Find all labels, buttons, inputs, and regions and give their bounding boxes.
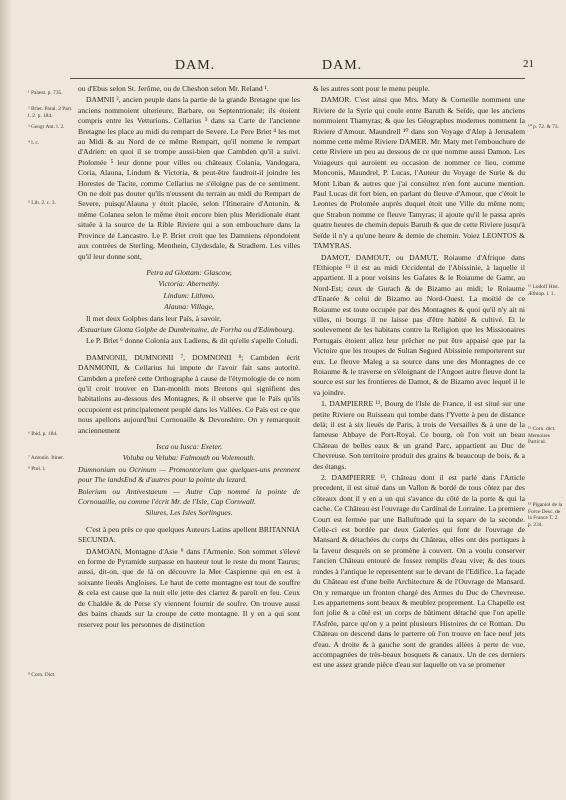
running-head-right: DAM. xyxy=(322,58,363,73)
paragraph: ou d'Ebus selon St. Jerôme, ou de Cheshon selon Mr. Reland ¹. xyxy=(78,84,269,93)
margin-note: ¹² Corn. dict. Memoires Particul. xyxy=(528,426,556,446)
place-list-item: Lindum: Lithmo. xyxy=(163,290,215,300)
cape-list-item: Dumnonium ou Ocrinum — Promontorium que quelques-uns prennent pour The landsEnd & d'autres pour la pointe du lezard. xyxy=(78,464,300,485)
header-rule xyxy=(70,78,525,79)
place-list-item: Victoria: Abernethy. xyxy=(158,279,220,289)
margin-note: ⁷ Antonin. Itiner. xyxy=(28,455,65,461)
margin-note: ⁴ l. c. xyxy=(28,140,40,146)
margin-note: ³ Geogr Ant. l. 2. xyxy=(28,124,65,130)
page-number: 21 xyxy=(523,58,534,70)
page-fold-shadow xyxy=(0,0,12,800)
place-list-item: Alauna: Village, xyxy=(164,302,214,312)
paragraph: C'est à peu près ce que quelques Auteurs Latins apellent BRITANNIA SECUNDA. xyxy=(78,524,300,545)
margin-note: ⁵ Lib. 2. c. 3. xyxy=(28,200,56,206)
margin-note: ¹ Palæst. p. 735. xyxy=(28,90,63,96)
entry-damor: DAMOR. C'est ainsi que Mrs. Maty & Corneille nomment une Riviere de la Syrie qui coule entre Baruth & Seïde, que les anciens nommoient Thamyras; & que les Géographes modernes nomment la Riviere d'Amour. Maundrell ¹⁰ dans son Voyage d'Alep à Jerusalem nomme cette même Riviere DAMER. Mr. Maty met l'embouchure de cette Riviere un peu au dessous de ce que nomme aussi Damon. Les Voiageurs qui auroient eu occasion de nommer ce lieu, comme Monconis, Maundrel, P. Lucas, l'Auteur du Voyage de Surie & du Mont Liban & autres que j'ai consultez n'en font aucune mention. Paul Lucas dit fort bien, en parlant du fleuve d'Amour, que c'étoit le Leontes de Ptolomée auprès duquel étoit une Ville du même nom; que Strabon nomme ce fleuve Tamyras; il ajoute qu'il le passa après quatre heures de chemin depuis Baruth & que de cette Riviere jusqu'à Seïde il n'y a qu'une heure & demie de chemin. Voiez LEONTOS & TAMYRAS. xyxy=(313,95,525,251)
place-list-item: Silures, Les Isles Sorlingues. xyxy=(145,508,233,518)
right-text-column xyxy=(313,84,525,672)
margin-note: ¹⁰ p. 72. & 73. xyxy=(528,124,559,130)
place-list-item: Voluba ou Veluba: Falmouth ou Volemouth. xyxy=(122,453,256,463)
paragraph: & les autres sont pour le menu peuple. xyxy=(313,84,430,93)
gulf-list: Æstuarium Glotta Golphe de Dumbritaine, de Forrha ou d'Edimbourg. xyxy=(78,324,295,334)
margin-note: ⁸ Ptol. l. xyxy=(28,466,46,472)
entry-dampierre-2: 2. DAMPIERRE ¹³, Château dont il est parlé dans l'Article precedent, il est situé dans un Vallon & bordé de tous côtez par des côteaux dont il y en a un qui s'avance du côté de la porte & qui la cache. Ce Château est l'ouvrage du Cardinal de Lorraine. La premiere Court est fermée par une Balluftrade qui la separe de la seconde. Celle-ci est bordée par deux Galeries qui font de l'ouvrage de Mansard & détachées du corps du Château, elles ont des portiques à la faveur desquels on se promène à couvert. On a voulu conserver l'ancien Château entouré de fossez remplis d'eau vive; & des tours rondes à l'antique le representent sur le devant de l'Edifice. La façade du Château est d'une belle Architecture & de l'Ouvrage de Mansard. On y remarque un fronton chargé des Armes du Duc de Chevreuse. Les appartemens sont beaux & meublez proprement. La Chapelle est fort jolie & a côté est un corps de bâtiment détaché que l'on apelle l'Asfrée, parce qu'on y a peint plusieurs Histoires de ce Roman. Du Château on descend dans le parterre où l'on trouve en face neuf jets d'eau. A droite & à gauche sont de grandes allées à perte de vue, accompagnées de très-beaux bosquets & canaux. Un de ces derniers est une assez grande pièce d'eau sur laquelle on va se promener xyxy=(313,473,525,670)
margin-note: ⁹ Corn. Dict. xyxy=(28,672,56,678)
entry-damnonii: DAMNONII, DUMNONII ⁷, DOMNONII ⁸; Cambden écrit DANMONII, & Cellarius lui impute de l'avoir fait sans autorité. Cambden a preferé cette Orthographe à cause de l'étymologie de ce nom qu'il croit trouver en Dan-monith mots Bretons qui signifient des habitations au-dessous des Montagnes, & il observe que le Païs qu'ils occupoient est principalement peuplé dans les Vallées. Ce Païs est ce que nous apellons aujourd'hui Cornouaille & Devonshire. On y remarquoit anciennement xyxy=(78,352,300,435)
left-text-column xyxy=(78,84,300,631)
entry-damnii: DAMNII ², ancien peuple dans la partie de la grande Bretagne que les anciens nommoient ulterieure, Barbare, ou Septentrionale; ils étoient compris entre les Vetturions. Cellarius ³ dans sa Carte de l'ancienne Bretagne les place au midi du rempart de Severe. Le Pere Briet ⁴ les met au Midi & au Nord de ce même Rempart, qu'il nomme le rempart d'Adrien: en quoi il se trompe aussi-bien que Cambden qu'il a suivi. Ptolomée ⁵ leur donne pour villes ou châteaux Colania, Vandogara, Coria, Alauna, Lindum & Victoria, & peut-être faudroit-il joindre les Horestes de Tacite, comme Cellarius ne s'éloigne pas de ce sentiment. On ne doit pas douter qu'ils n'eussent du terrain au midi du Rempart de Severe, puisqu'Alauna y étoit placée, selon l'Itineraire d'Antonin, & même Colanea selon le même étoit encore bien plus Meridionale étant située à la source de la Rible Riviere qui a son embouchure dans la Province de Lancastre. Le P. Briet croit que les Damniens répondoient aux contrées de Sterling, Menthein, Clydesdale, & Stradlern. Les villes qu'il leur donne sont, xyxy=(78,95,300,261)
margin-note: ² Briet. Paral. 2 Part. l. 2. p. 184. xyxy=(28,106,73,119)
entry-damoan: DAMOAN, Montagne d'Asie ⁹ dans l'Armenie. Son sommet s'élevé en forme de Pyramide surpasse en hauteur tout le reste du mont Taurus; aussi, dit-on, que de là on découvre la Mer Caspienne qui en est à soixante lieuës Angloises. Le haut de cette montagne est tout de souffre & cela est cause que la nuit elle jette des clartez & paroît en feu. Ceux de Chaldée & de Perse s'y viennent fournir de soufre. On trouve aussi des bains chauds sur la croupe de cette montagne. Il y en a qui sont reservez pour les personnes de distinction xyxy=(78,546,300,629)
entry-damot: DAMOT, DAMOUT, ou DAMUT, Roiaume d'Afrique dans l'Ethiopie ¹¹ il est au midi Occidental de l'Abissinie, à laquelle il appartient. Il a pour voisins les Gafates & le Roiaume de Gamr, au Nord-Est; ceux de Gurach & de Bizamo au midi; le Roiaume d'Enarée & celui de Bizamo au Nord-Ouest. La moitié de ce Roiaume est toute occupée par des Montagnes & quoi qu'il n'y ait ni villes, ni bourgs il ne laisse pas d'être habité & cultivé. Et le soulevement de les habitans contre la Religion que les Missionaires Portugais étoient allez leur prêcher ne put être appaisé que par la Victoire que les troupes de Sultan Segued Abissinie remporterent sur eux. Le fleuve Maleg a sa source dans une des Montagnes de ce Roiaume & le traverse en s'éloignant de l'Angoet autre fleuve dont la source est sur les frontieres de Damot, & de Bizamo avec lequel il le va joindre. xyxy=(313,252,525,397)
entry-dampierre-1: 1. DAMPIERRE ¹², Bourg de l'Isle de France, il est situé sur une petite Riviere ou Ruisseau qui tombe dans l'Yvette à peu de distance delà; il est à six lieuës de Paris, à trois de Versailles & à une de la fameuse Abbaye de Port-Royal. Ce bourg, où l'on voit un beau Château de belles eaux & un grand Parc, appartient au Duc de Chevreuse. Son territoire produit des grains & beaucoup de bois, & a des étangs. xyxy=(313,399,525,471)
paragraph: Il met deux Golphes dans leur Païs, à savoir, xyxy=(86,313,222,323)
running-head-left: DAM. xyxy=(175,58,216,73)
margin-note: ¹³ Piganiol de la Force Desc. de la France T. 2. p. 234. xyxy=(528,502,563,528)
margin-note: ¹¹ Ludolf Hist. Æthiop. l. 1. xyxy=(528,284,559,297)
place-list-item: Isca ou Iusca: Exeter, xyxy=(156,442,222,451)
margin-note: ⁶ Ibid. p. 184. xyxy=(28,431,58,437)
paragraph: Le P. Briet ⁶ donne Colonia aux Ladiens, & dit qu'elle s'apelle Coludi. xyxy=(86,336,299,346)
cape-list-item: Bolerium ou Antivestaeum — Autre Cap nommé la pointe de Cornouaille, ou comme l'écrit Mr. de l'Isle, Cap Cornwall. xyxy=(78,486,300,507)
place-list-item: Petra ad Glottam: Glascow, xyxy=(146,267,232,277)
